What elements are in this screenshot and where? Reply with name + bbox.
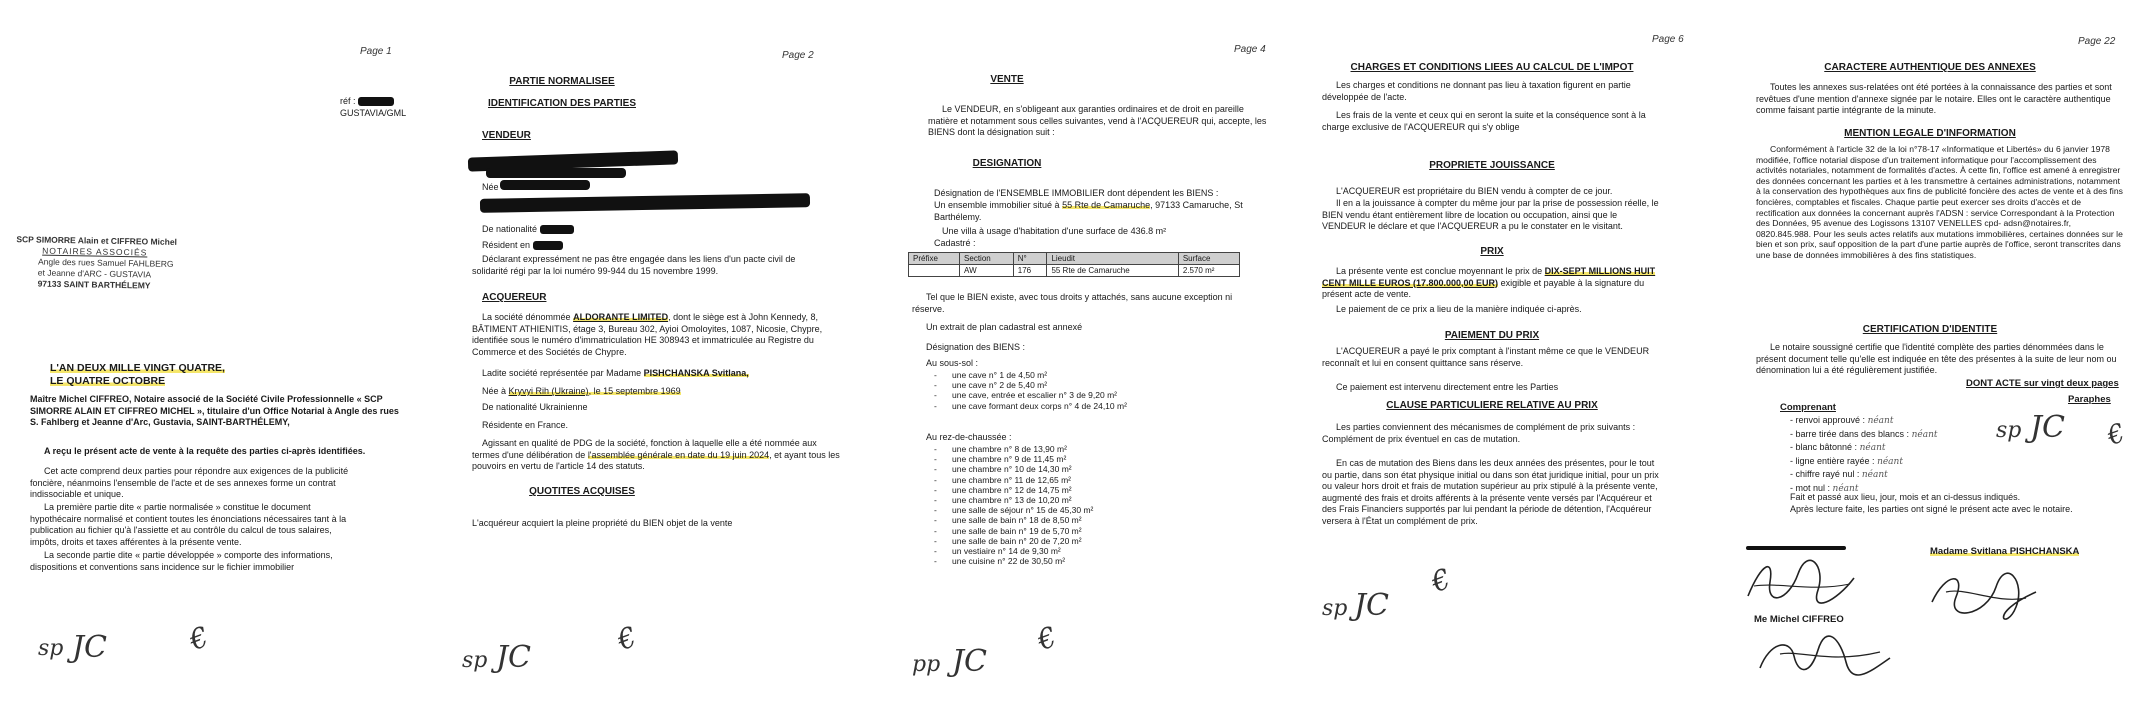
initials: € [2103, 418, 2130, 452]
list-item: - une salle de séjour n° 15 de 45,30 m² [926, 505, 1246, 515]
paragraph: La seconde partie dite « partie développée » comporte des informations, dispositions et conventions sans incidence sur le fichier immobilier [30, 550, 333, 572]
initials: JC [2030, 410, 2065, 445]
paragraph: Le VENDEUR, en s'obligeant aux garanties ordinaires et de droit en pareille matière et notamment sous celles suivantes, vend à l'ACQUEREUR qui, accepte, les BIENS dont la désignation suit : [928, 104, 1267, 137]
document-page-1 [0, 0, 425, 726]
initials: JC [72, 630, 107, 665]
section-title: IDENTIFICATION DES PARTIES [488, 98, 636, 109]
table-cell: AW [960, 265, 1014, 277]
initials: JC [496, 640, 531, 675]
cadastre-label: Cadastré : [934, 238, 976, 248]
reference: réf : [340, 96, 394, 108]
section-title: VENTE [990, 74, 1024, 85]
cadastre-table [908, 252, 1240, 277]
notary-paragraph: Maître Michel CIFFREO, Notaire associé de la Société Civile Professionnelle « SCP SIMORRE ALAIN ET CIFFREO MICHEL », titulaire d'un Office Notarial à Angle des rues S. Fahlberg et Jeanne d'Arc, Gustavia, SAINT-BARTHÉLEMY, [30, 394, 399, 427]
price-paragraph: La présente vente est conclue moyennant le prix de DIX-SEPT MILLIONS HUIT CENT MILLE EUROS (17.800.000,00 EUR) exigible et payable à la signature du présent acte de vente. [1322, 266, 1656, 299]
document-page-22 [1730, 0, 2144, 726]
section-title: CARACTERE AUTHENTIQUE DES ANNEXES [1824, 62, 2036, 73]
table-cell: Préfixe [909, 253, 960, 265]
paragraph: Il en a la jouissance à compter du même jour par la prise de possession réelle, le BIEN vendu étant entièrement libre de location ou occupation, ainsi que le VENDEUR le déclare et que l'ACQUEREUR a pu le constater en le visitant. [1322, 198, 1659, 231]
table-cell: Lieudit [1047, 253, 1178, 265]
closing-mention: DONT ACTE sur vingt deux pages [1966, 378, 2119, 389]
page-number: Page 1 [360, 46, 392, 57]
checklist-item: - ligne entière rayée : néant [1790, 455, 1903, 467]
page-number: Page 6 [1652, 34, 1684, 45]
paragraph: Les charges et conditions ne donnant pas lieu à taxation figurent en partie développée de l'acte. [1322, 80, 1631, 102]
paragraph: Une villa à usage d'habitation d'une surface de 436.8 m² [942, 226, 1167, 236]
paragraph: Les frais de la vente et ceux qui en seront la suite et la conséquence sont à la charge exclusive de l'ACQUEREUR qui s'y oblige [1322, 110, 1646, 132]
checklist-item: - chiffre rayé nul : néant [1790, 469, 1888, 480]
initials: JC [1354, 588, 1389, 623]
paragraph: Tel que le BIEN existe, avec tous droits y attachés, sans aucune exception ni réserve. [912, 292, 1233, 314]
paragraph: Conformément à l'article 32 de la loi n°78-17 «Informatique et Libertés» du 6 janvier 1978 modifiée, l'office notarial dispose d'un traitement informatique pour l'accomplissement des activités notariales, notamment de formalités d'actes. À cette fin, l'office est amené à enregistrer des données concernant les parties et à les transmettre à certaines administrations, notamment à la conservation des hypothèques aux fins de publicité foncière des actes de vente et à des fins foncières, comptables et fiscales. Chaque partie peut exercer ses droits d'accès et de rectification aux données la concernant auprès l'ADSN : service Correspondant à la Protection des Données, 95 avenue des Logissons 13107 VENELLES cpd- adsn@notaires.fr, 0820.845.988. Pour les seuls actes relatifs aux mutations immobilières, certaines données sur le bien et son prix, sauf opposition de la part d'une partie auprès de l'office, seront transcrites dans une base de données immobilières à des fins statistiques. [1756, 144, 2123, 260]
subheading: Au rez-de-chaussée : [926, 432, 1012, 442]
section-title: CHARGES ET CONDITIONS LIEES AU CALCUL DE L'IMPOT [1350, 62, 1634, 73]
redaction [540, 225, 574, 234]
redaction [500, 180, 590, 190]
paragraph: Désignation de l'ENSEMBLE IMMOBILIER dont dépendent les BIENS : [934, 188, 1219, 198]
initials: JC [952, 644, 987, 679]
redaction [486, 168, 626, 178]
paragraph: L'acquéreur acquiert la pleine propriété du BIEN objet de la vente [472, 518, 733, 528]
residence-line: Résident en [482, 240, 563, 252]
table-cell: Section [960, 253, 1014, 265]
signer-name: Madame Svitlana PISHCHANSKA [1930, 546, 2080, 557]
table-cell: Surface [1178, 253, 1239, 265]
initials: € [1032, 619, 1061, 658]
signature-notary [1750, 628, 1900, 682]
list-item: - une salle de bain n° 20 de 7,20 m² [926, 536, 1246, 546]
list-item: - une chambre n° 12 de 14,75 m² [926, 485, 1246, 495]
section-title: PRIX [1480, 246, 1504, 257]
property-address: Un ensemble immobilier situé à 55 Rte de Camaruche, 97133 Camaruche, St Barthélemy. [934, 200, 1243, 222]
list-item: - une salle de bain n° 19 de 5,70 m² [926, 526, 1246, 536]
table-cell: N° [1013, 253, 1047, 265]
signer-name: Me Michel CIFFREO [1754, 614, 1844, 625]
redaction [480, 193, 810, 213]
list-item: - une chambre n° 9 de 11,45 m² [926, 454, 1246, 464]
nationality-line: De nationalité Ukrainienne [482, 402, 588, 412]
page-number: Page 22 [2078, 36, 2116, 47]
paragraph: En cas de mutation des Biens dans les deux années des présentes, pour le tout ou partie, dans son état physique initial ou dans son état juridique initial, pour un prix ou valeur hors droit et frais de mutation supérieur au prix stipulé à la présente vente, augmenté des frais et droits afférents à la présente vente versés par l'Acquéreur et des Frais Financiers supportés par lui pendant la période de détention, l'Acquéreur versera à l'État un complément de prix. [1322, 458, 1659, 526]
residence-line: Résidente en France. [482, 420, 569, 430]
list-item: - une cave n° 2 de 5,40 m² [926, 380, 1246, 390]
list-item: - une chambre n° 10 de 14,30 m² [926, 464, 1246, 474]
paragraph: Le paiement de ce prix a lieu de la manière indiquée ci-après. [1336, 304, 1582, 314]
basement-list [926, 370, 1246, 411]
comprenant-label: Comprenant [1780, 402, 1836, 413]
paragraph: L'ACQUEREUR est propriétaire du BIEN vendu à compter de ce jour. [1336, 186, 1613, 196]
list-item: - une chambre n° 13 de 10,20 m² [926, 495, 1246, 505]
initials: € [184, 619, 213, 658]
signature-bar [1746, 546, 1846, 550]
section-title: PAIEMENT DU PRIX [1444, 330, 1540, 341]
section-title: CLAUSE PARTICULIERE RELATIVE AU PRIX [1386, 400, 1598, 411]
paragraph: Déclarant expressément ne pas être engagée dans les liens d'un pacte civil de solidarité régi par la loi numéro 99-944 du 15 novembre 1999. [472, 254, 796, 276]
list-item: - une cave n° 1 de 4,50 m² [926, 370, 1246, 380]
section-title: PARTIE NORMALISEE [509, 76, 615, 87]
signature-seller [1740, 552, 1860, 608]
section-title: PROPRIETE JOUISSANCE [1429, 160, 1555, 171]
paragraph: L'ACQUEREUR a payé le prix comptant à l'instant même ce que le VENDEUR reconnaît et lui en consent quittance sans réserve. [1322, 346, 1650, 368]
checklist-item: - mot nul : néant [1790, 482, 1859, 494]
section-title: QUOTITES ACQUISES [529, 486, 635, 497]
paraphes-label: Paraphes [2068, 394, 2111, 405]
vendor-heading: VENDEUR [482, 130, 531, 141]
paragraph: Fait et passé aux lieu, jour, mois et an ci-dessus indiqués. [1790, 492, 2021, 502]
reference-code: GUSTAVIA/GML [340, 108, 407, 118]
initials: sp [462, 648, 488, 673]
initials: sp [38, 636, 64, 661]
notary-stamp: SCP SIMORRE Alain et CIFFREO Michel NOTAIRES ASSOCIÉS Angle des rues Samuel FAHLBERG et Jeanne d'ARC - GUSTAVIA 97133 SAINT BARTHÉLEMY [16, 234, 178, 291]
table-cell: 2.570 m² [1178, 265, 1239, 277]
list-item: - une cuisine n° 22 de 30,50 m² [926, 556, 1246, 566]
list-item: - un vestiaire n° 14 de 9,30 m² [926, 546, 1246, 556]
initials: sp [1996, 418, 2022, 443]
list-item: - une chambre n° 11 de 12,65 m² [926, 475, 1246, 485]
signature-buyer [1926, 562, 2046, 622]
checklist [1790, 414, 1990, 495]
table-cell: 55 Rte de Camaruche [1047, 265, 1178, 277]
list-item: - une cave formant deux corps n° 4 de 24,10 m² [926, 401, 1246, 411]
checklist-item: - blanc bâtonné : néant [1790, 442, 1886, 453]
ground-floor-list [926, 444, 1246, 566]
paragraph: Le notaire soussigné certifie que l'identité complète des parties dénommées dans le présent document telle qu'elle est indiquée en tête des présentes à la suite de leur nom ou dénomination lui a été régulièrement justifiée. [1756, 342, 2117, 375]
section-title: MENTION LEGALE D'INFORMATION [1844, 128, 2016, 139]
deed-date: L'AN DEUX MILLE VINGT QUATRE, LE QUATRE OCTOBRE [50, 362, 225, 387]
paragraph: Toutes les annexes sus-relatées ont été portées à la connaissance des parties et sont revêtues d'une mention d'annexe signée par le notaire. Elles ont le caractère authentique comme faisant partie intégrante de la minute. [1756, 82, 2112, 115]
representative: Ladite société représentée par Madame PISHCHANSKA Svitlana, [482, 368, 749, 378]
table-cell [909, 265, 960, 277]
paragraph: Ce paiement est intervenu directement entre les Parties [1336, 382, 1559, 392]
page-number: Page 2 [782, 50, 814, 61]
initials: € [1426, 561, 1455, 600]
subheading: Au sous-sol : [926, 358, 979, 368]
paragraph: Après lecture faite, les parties ont signé le présent acte avec le notaire. [1790, 504, 2073, 514]
paragraph: Les parties conviennent des mécanismes de complément de prix suivants : Complément de prix éventuel en cas de mutation. [1322, 422, 1636, 444]
list-item: - une cave, entrée et escalier n° 3 de 9,20 m² [926, 390, 1246, 400]
redaction [358, 97, 394, 106]
checklist-item: - barre tirée dans des blancs : néant [1790, 428, 1938, 440]
document-page-6 [1302, 0, 1722, 726]
list-item: - une chambre n° 8 de 13,90 m² [926, 444, 1246, 454]
paragraph: Désignation des BIENS : [926, 342, 1026, 352]
document-page-4 [872, 0, 1292, 726]
acting-capacity: Agissant en qualité de PDG de la société, fonction à laquelle elle a été nommée aux termes d'une délibération de l'assemblée générale en date du 19 juin 2024, et ayant tous les pouvoirs en vertu de l'article 14 des statuts. [472, 438, 840, 471]
document-page-2 [432, 0, 862, 726]
birth-line: Née [482, 182, 499, 192]
section-title: CERTIFICATION D'IDENTITE [1862, 324, 1998, 335]
table-header-row [909, 253, 1240, 265]
list-item: - une salle de bain n° 18 de 8,50 m² [926, 515, 1246, 525]
table-row [909, 265, 1240, 277]
nationality-line: De nationalité [482, 224, 574, 236]
received-line: A reçu le présent acte de vente à la requête des parties ci-après identifiées. [44, 446, 366, 456]
paragraph: La première partie dite « partie normalisée » constitue le document hypothécaire normalisé et contient toutes les énonciations nécessaires tant à la publication au fichier qu'à l'assiette et au contrôle du calcul de tous salaires, impôts, droits et taxes afférentes à la présente vente. [30, 502, 347, 547]
buyer-heading: ACQUEREUR [482, 292, 547, 303]
redaction [533, 241, 563, 250]
paragraph: Un extrait de plan cadastral est annexé [926, 322, 1083, 332]
checklist-item: - renvoi approuvé : néant [1790, 415, 1894, 426]
initials: sp [1322, 596, 1348, 621]
page-number: Page 4 [1234, 44, 1266, 55]
initials: pp [912, 652, 941, 677]
table-cell: 176 [1013, 265, 1047, 277]
representative-birth: Née à Kryvyi Rih (Ukraine), le 15 septembre 1969 [482, 386, 681, 396]
initials: € [612, 619, 641, 658]
buyer-company: La société dénommée ALDORANTE LIMITED, dont le siège est à John Kennedy, 8, BÂTIMENT ATHIENITIS, étage 3, Bureau 302, Ayioi Omoloyites, 1087, Nicosie, Chypre, identifiée sous le numéro d'immatriculation HE 308943 et immatriculée au Registre du Commerce et des Sociétés de Chypre. [472, 312, 823, 357]
paragraph: Cet acte comprend deux parties pour répondre aux exigences de la publicité foncière, néanmoins l'ensemble de l'acte et de ses annexes forme un contrat indissociable et unique. [30, 466, 349, 499]
section-title: DESIGNATION [972, 158, 1042, 169]
